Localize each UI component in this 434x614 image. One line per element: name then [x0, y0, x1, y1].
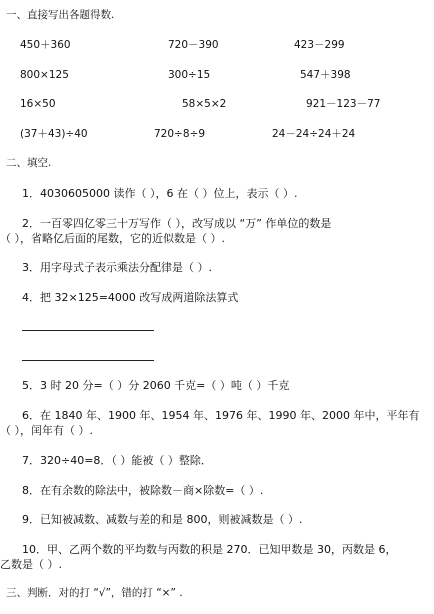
section-2-heading: 二、填空. — [6, 157, 52, 169]
calc-item: 800×125 — [20, 69, 69, 81]
calc-item: 450＋360 — [20, 39, 71, 51]
question-6-line-2: （ ），闰年有（ ）. — [0, 424, 93, 437]
calc-item: 16×50 — [20, 98, 56, 110]
calc-item: 720÷8÷9 — [154, 128, 205, 140]
calc-item: 720－390 — [168, 39, 219, 51]
question-6-line-1: 6．在 1840 年、1900 年、1954 年、1976 年、1990 年、2000 年中，平年有 — [22, 409, 420, 422]
question-1: 1．4030605000 读作（ ），6 在（ ）位上，表示（ ）. — [22, 187, 298, 200]
question-7: 7．320÷40=8．（ ）能被（ ）整除． — [22, 454, 212, 467]
question-9: 9．已知被减数、减数与差的和是 800，则被减数是（ ）. — [22, 513, 303, 526]
question-3: 3．用字母式子表示乘法分配律是（ ）. — [22, 261, 212, 274]
calc-item: 921－123－77 — [306, 98, 381, 110]
calc-item: 547＋398 — [300, 69, 351, 81]
section-1-heading: 一、直接写出各题得数. — [6, 9, 115, 21]
answer-line — [22, 330, 154, 331]
calc-item: 24－24÷24＋24 — [272, 128, 356, 140]
question-2-line-2: （ ），省略亿后面的尾数，它的近似数是（ ）. — [0, 232, 225, 245]
calc-item: 423－299 — [294, 39, 345, 51]
question-10-line-1: 10．甲、乙两个数的平均数与丙数的积是 270．已知甲数是 30，丙数是 6， — [22, 543, 397, 556]
question-8: 8．在有余数的除法中，被除数－商×除数=（ ）. — [22, 484, 264, 497]
question-4: 4．把 32×125=4000 改写成两道除法算式 — [22, 291, 239, 304]
question-2-line-1: 2．一百零四亿零三十万写作（ ），改写成以 “万” 作单位的数是 — [22, 217, 332, 230]
calc-item: (37＋43)÷40 — [20, 128, 88, 140]
question-5: 5．3 时 20 分=（ ）分 2060 千克=（ ）吨（ ）千克 — [22, 379, 290, 392]
section-3-heading: 三、判断．对的打 “√”，错的打 “×” . — [6, 587, 183, 599]
question-10-line-2: 乙数是（ ）. — [0, 558, 62, 571]
calc-item: 300÷15 — [168, 69, 211, 81]
calc-item: 58×5×2 — [182, 98, 227, 110]
answer-line — [22, 360, 154, 361]
